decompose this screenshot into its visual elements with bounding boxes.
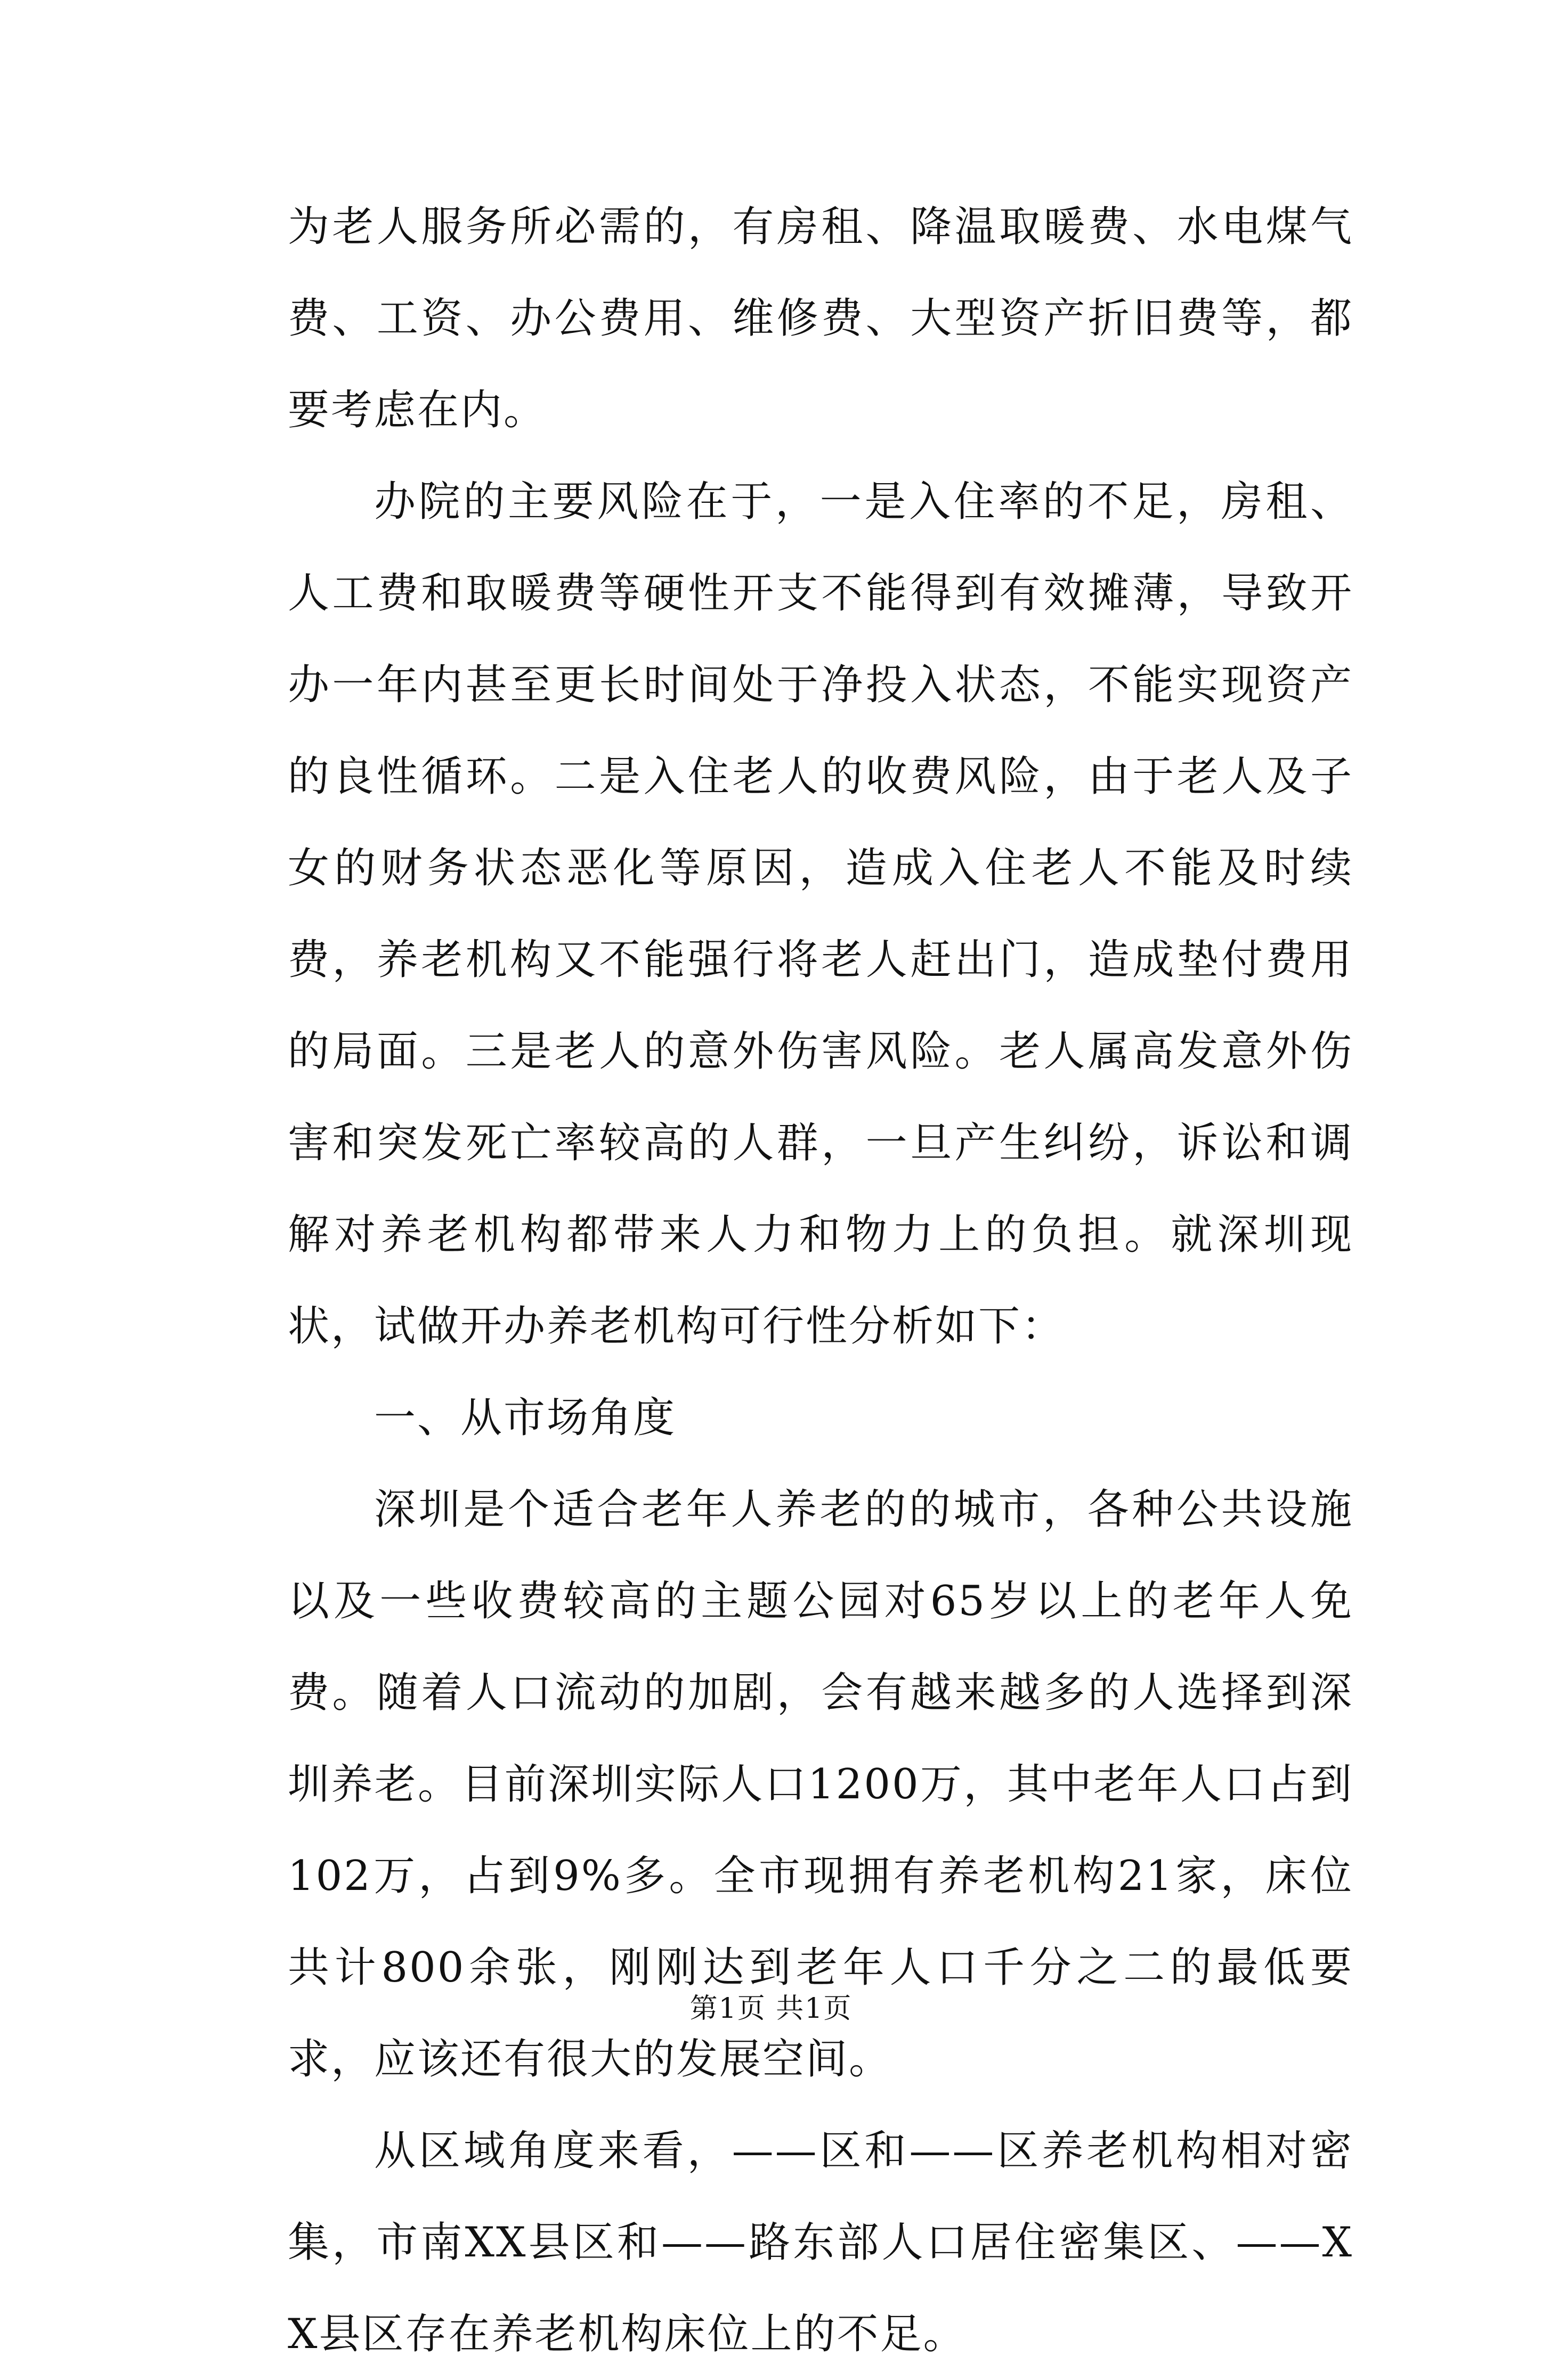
paragraph-3: 深圳是个适合老年人养老的的城市，各种公共设施以及一些收费较高的主题公园对65岁以上的老年人免费。随着人口流动的加剧，会有越来越多的人选择到深圳养老。目前深圳实际人口1200万，其中老年人口占到102万，占到9%多。全市现拥有养老机构21家，床位共计800余张，刚刚达到老年人口千分之二的最低要求，应该还有很大的发展空间。 — [288, 1486, 1353, 2083]
paragraph-2: 办院的主要风险在于，一是入住率的不足，房租、人工费和取暖费等硬性开支不能得到有效摊薄，导致开办一年内甚至更长时间处于净投入状态，不能实现资产的良性循环。二是入住老人的收费风险，由于老人及子女的财务状态恶化等原因，造成入住老人不能及时续费，养老机构又不能强行将老人赶出门，造成垫付费用的局面。三是老人的意外伤害风险。老人属高发意外伤害和突发死亡率较高的人群，一旦产生纠纷，诉讼和调解对养老机构都带来人力和物力上的负担。就深圳现状，试做开办养老机构可行性分析如下： — [288, 478, 1353, 1350]
paragraph-4: 从区域角度来看，——区和——区养老机构相对密集，市南XX县区和——路东部人口居住密集区、——XX县区存在养老机构床位上的不足。 — [288, 2127, 1353, 2358]
page-number-footer: 第1页 共1页 — [689, 1993, 853, 2025]
section-heading: 一、从市场角度 — [374, 1394, 677, 1442]
paragraph-1: 为老人服务所必需的，有房租、降温取暖费、水电煤气费、工资、办公费用、维修费、大型资产折旧费等，都要考虑在内。 — [288, 203, 1353, 434]
document-body — [288, 181, 1353, 2380]
